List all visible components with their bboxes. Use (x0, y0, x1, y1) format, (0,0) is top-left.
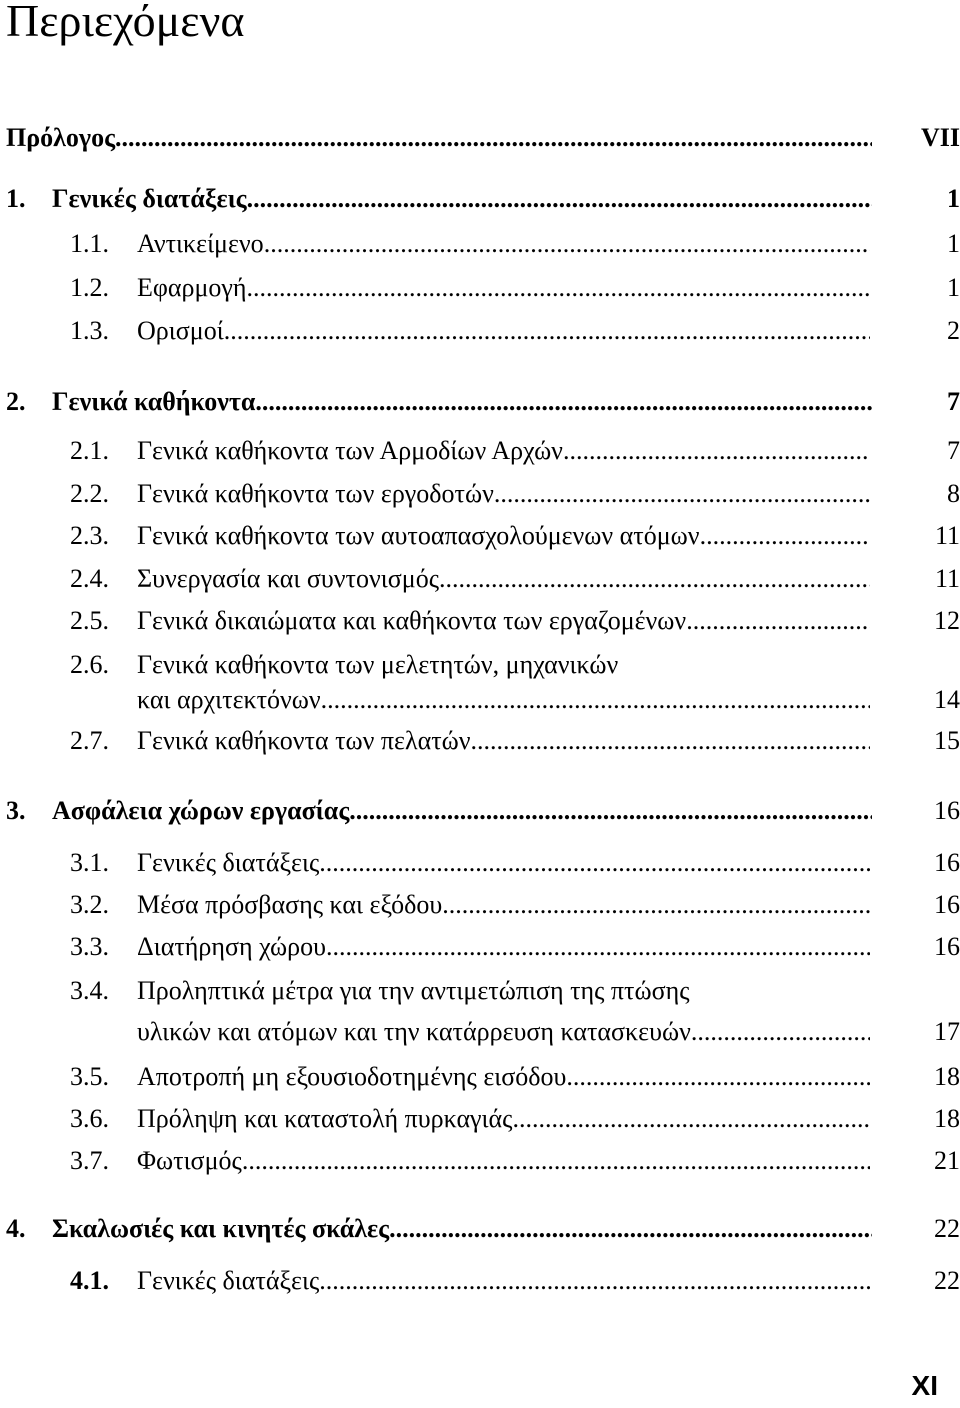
dot-leader (471, 726, 870, 756)
toc-chapter-4[interactable] (0, 1214, 960, 1244)
toc-section-3-1[interactable] (0, 848, 960, 878)
toc-page-number: 16 (934, 848, 960, 877)
toc-entry-label: Μέσα πρόσβασης και εξόδου (137, 890, 443, 919)
toc-page-number: 18 (934, 1104, 960, 1133)
toc-entry-number: 3.4. (70, 976, 109, 1005)
toc-page-number: VII (920, 123, 960, 152)
dot-leader (563, 436, 870, 466)
toc-section-3-2[interactable] (0, 890, 960, 920)
toc-entry-label: υλικών και ατόμων και την κατάρρευση κατασκευών (137, 1017, 691, 1046)
toc-entry-label: Ασφάλεια χώρων εργασίας (52, 796, 350, 825)
toc-page-number: 7 (947, 387, 960, 416)
toc-entry-number: 2.6. (70, 650, 109, 679)
toc-page-number: 1 (947, 184, 960, 213)
toc-page-number: 15 (934, 726, 960, 755)
toc-section-3-4-continued[interactable] (0, 1017, 960, 1047)
toc-entry-label: Συνεργασία και συντονισμός (137, 564, 439, 593)
toc-page-number: 17 (934, 1017, 960, 1046)
toc-page-number: 11 (934, 521, 960, 550)
toc-section-3-6[interactable] (0, 1104, 960, 1134)
toc-entry-number: 3.1. (70, 848, 109, 877)
toc-section-2-1[interactable] (0, 436, 960, 466)
toc-page-number: 8 (947, 479, 960, 508)
toc-section-1-1[interactable] (0, 229, 960, 259)
toc-entry-label: και αρχιτεκτόνων (137, 685, 321, 714)
dot-leader (242, 1146, 870, 1176)
toc-section-2-6-continued[interactable] (0, 685, 960, 715)
toc-entry-label: Γενικά καθήκοντα των πελατών (137, 726, 471, 755)
toc-entry-number: 2.1. (70, 436, 109, 465)
toc-entry-number: 1. (6, 184, 26, 213)
toc-entry-label: Διατήρηση χώρου (137, 932, 326, 961)
toc-page-number: 1 (947, 229, 960, 258)
toc-page-number: 2 (947, 316, 960, 345)
toc-section-2-4[interactable] (0, 564, 960, 594)
toc-page-number: 16 (934, 932, 960, 961)
toc-entry-label: Γενικές διατάξεις (137, 848, 320, 877)
toc-section-3-7[interactable] (0, 1146, 960, 1176)
dot-leader (326, 932, 870, 962)
toc-entry-label: Γενικά καθήκοντα των αυτοαπασχολούμενων ατόμων (137, 521, 700, 550)
page-title: Περιεχόμενα (6, 0, 245, 46)
dot-leader (700, 521, 870, 551)
toc-page-number: 1 (947, 273, 960, 302)
toc-entry-label: Γενικά καθήκοντα των Αρμοδίων Αρχών (137, 436, 563, 465)
toc-section-1-2[interactable] (0, 273, 960, 303)
page-number: XI (911, 1370, 938, 1401)
toc-entry-label: Αντικείμενο (137, 229, 264, 258)
toc-entry-label: Γενικές διατάξεις (137, 1266, 320, 1295)
toc-entry-label: Πρόληψη και καταστολή πυρκαγιάς (137, 1104, 513, 1133)
toc-entry-number: 1.2. (70, 273, 109, 302)
dot-leader (566, 1062, 870, 1092)
toc-section-1-3[interactable] (0, 316, 960, 346)
toc-entry-number: 3.5. (70, 1062, 109, 1091)
dot-leader (247, 273, 870, 303)
toc-entry-label: Ορισμοί (137, 316, 224, 345)
toc-entry-number: 1.3. (70, 316, 109, 345)
toc-section-3-4[interactable] (0, 976, 960, 1006)
toc-entry-label: Σκαλωσιές και κινητές σκάλες (52, 1214, 390, 1243)
dot-leader (691, 1017, 870, 1047)
toc-entry-number: 4. (6, 1214, 26, 1243)
toc-section-2-2[interactable] (0, 479, 960, 509)
dot-leader (439, 564, 870, 594)
toc-section-3-3[interactable] (0, 932, 960, 962)
toc-entry-label: Γενικά καθήκοντα των εργοδοτών (137, 479, 494, 508)
toc-page-number: 16 (934, 796, 960, 825)
toc-page-number: 14 (934, 685, 960, 714)
toc-entry-label: Γενικές διατάξεις (52, 184, 247, 213)
dot-leader (494, 479, 870, 509)
toc-section-2-5[interactable] (0, 606, 960, 636)
toc-entry-prologue[interactable] (0, 123, 960, 153)
dot-leader (264, 229, 870, 259)
toc-entry-label: Γενικά καθήκοντα των μελετητών, μηχανικών (137, 650, 619, 679)
dot-leader (321, 685, 870, 715)
toc-chapter-1[interactable] (0, 184, 960, 214)
toc-entry-number: 2.4. (70, 564, 109, 593)
toc-section-3-5[interactable] (0, 1062, 960, 1092)
toc-page-number: 16 (934, 890, 960, 919)
toc-entry-number: 1.1. (70, 229, 109, 258)
toc-entry-number: 2.5. (70, 606, 109, 635)
toc-entry-label: Αποτροπή μη εξουσιοδοτημένης εισόδου (137, 1062, 567, 1091)
toc-entry-number: 3. (6, 796, 26, 825)
toc-page-number: 22 (934, 1214, 960, 1243)
toc-page-number: 18 (934, 1062, 960, 1091)
toc-entry-label: Γενικά δικαιώματα και καθήκοντα των εργαζομένων (137, 606, 687, 635)
toc-entry-number: 4.1. (70, 1266, 109, 1295)
toc-section-2-7[interactable] (0, 726, 960, 756)
toc-chapter-2[interactable] (0, 387, 960, 417)
dot-leader (319, 848, 870, 878)
toc-chapter-3[interactable] (0, 796, 960, 826)
toc-section-2-6[interactable] (0, 650, 960, 680)
dot-leader (512, 1104, 870, 1134)
toc-entry-number: 3.2. (70, 890, 109, 919)
dot-leader (247, 184, 872, 214)
toc-entry-label: Εφαρμογή (137, 273, 247, 302)
toc-page-number: 21 (934, 1146, 960, 1175)
toc-entry-number: 2.2. (70, 479, 109, 508)
dot-leader (349, 796, 872, 826)
toc-entry-number: 3.6. (70, 1104, 109, 1133)
dot-leader (686, 606, 870, 636)
toc-entry-label: Γενικά καθήκοντα (52, 387, 256, 416)
dot-leader (224, 316, 870, 346)
toc-entry-label: Πρόλογος (6, 123, 116, 152)
dot-leader (115, 123, 872, 153)
toc-page-number: 22 (934, 1266, 960, 1295)
toc-page-number: 12 (934, 606, 960, 635)
toc-entry-number: 2. (6, 387, 26, 416)
toc-page-number: 7 (947, 436, 960, 465)
toc-entry-number: 3.3. (70, 932, 109, 961)
dot-leader (389, 1214, 872, 1244)
toc-entry-number: 2.3. (70, 521, 109, 550)
dot-leader (442, 890, 870, 920)
toc-entry-label: Φωτισμός (137, 1146, 242, 1175)
toc-section-2-3[interactable] (0, 521, 960, 551)
toc-entry-number: 3.7. (70, 1146, 109, 1175)
toc-page-number: 11 (934, 564, 960, 593)
toc-entry-number: 2.7. (70, 726, 109, 755)
toc-section-4-1[interactable] (0, 1266, 960, 1296)
dot-leader (255, 387, 872, 417)
dot-leader (319, 1266, 870, 1296)
toc-entry-label: Προληπτικά μέτρα για την αντιμετώπιση της πτώσης (137, 976, 690, 1005)
